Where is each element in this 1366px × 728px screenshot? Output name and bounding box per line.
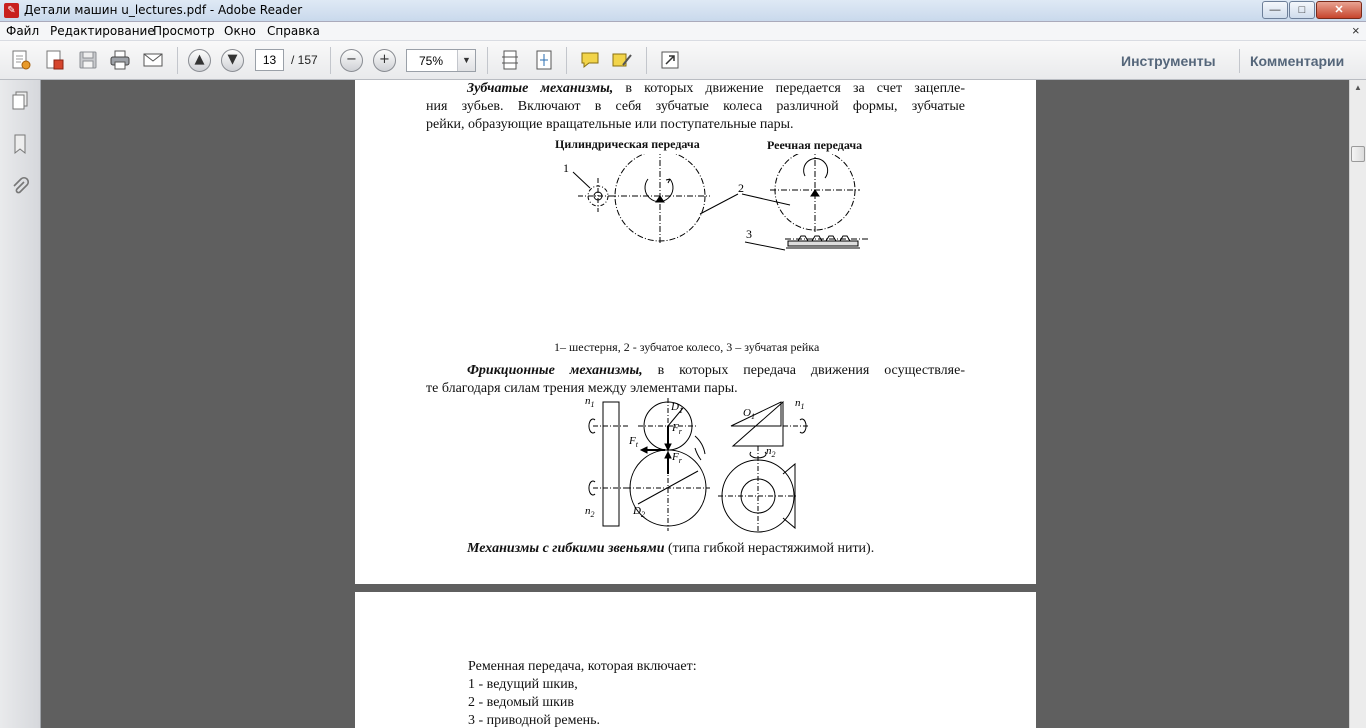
scroll-thumb[interactable] — [1351, 146, 1365, 162]
zoom-out-button[interactable]: − — [340, 49, 363, 72]
menu-edit[interactable]: Редактирование — [50, 24, 155, 38]
close-document-icon[interactable]: × — [1352, 23, 1360, 38]
zoom-select[interactable] — [406, 49, 476, 72]
gear-transmission-diagram — [560, 154, 880, 264]
label-o1: $O_1$ — [743, 407, 755, 421]
chevron-down-icon[interactable]: ▼ — [457, 50, 475, 71]
label-fr-top: $F_r$ — [672, 422, 682, 436]
label-n1: $n_1$ — [585, 396, 595, 409]
navigation-panel — [0, 80, 41, 728]
label-fr-bottom: $F_r$ — [672, 451, 682, 465]
adobe-reader-icon: ✎ — [4, 3, 19, 18]
email-icon[interactable] — [142, 49, 164, 71]
print-icon[interactable] — [109, 49, 131, 71]
attachments-icon[interactable] — [9, 176, 31, 198]
label-n2-right: $n_2$ — [766, 445, 776, 459]
menu-view[interactable]: Просмотр — [153, 24, 215, 38]
minimize-button[interactable]: — — [1262, 1, 1288, 19]
maximize-button[interactable]: □ — [1289, 1, 1315, 19]
label-d2: $D_2$ — [633, 505, 645, 519]
paragraph-gear-line3: рейки, образующие вращательные или поступательные пары. — [426, 117, 794, 132]
pdf-page — [355, 80, 1036, 584]
gear-heading: Зубчатые механизмы, — [467, 81, 614, 96]
paragraph-gear-line2: ния зубьев. Включают в себя зубчатые колеса различной формы, зубчатые — [426, 99, 965, 114]
label-d1: $D_1$ — [671, 401, 683, 415]
document-view[interactable] — [41, 80, 1349, 728]
fig1-label-2: 2 — [738, 181, 744, 195]
friction-mechanism-diagram — [583, 396, 813, 536]
comment-icon[interactable] — [579, 49, 601, 71]
page-thumbnails-icon[interactable] — [9, 90, 31, 112]
fit-page-icon[interactable] — [533, 49, 555, 71]
close-button[interactable]: ✕ — [1316, 1, 1362, 19]
create-document-icon[interactable] — [44, 49, 66, 71]
belt-item-3: 3 - приводной ремень. — [468, 713, 601, 728]
menu-help[interactable]: Справка — [267, 24, 320, 38]
zoom-in-button[interactable]: + — [373, 49, 396, 72]
label-n1-right: $n_1$ — [795, 397, 805, 411]
bookmarks-icon[interactable] — [9, 133, 31, 155]
menu-window[interactable]: Окно — [224, 24, 256, 38]
label-n2: $n_2$ — [585, 505, 595, 519]
previous-page-button[interactable]: ▲ — [188, 49, 211, 72]
belt-item-1: 1 - ведущий шкив, — [468, 677, 578, 692]
save-icon[interactable] — [77, 49, 99, 71]
fig1-label-3: 3 — [746, 227, 752, 241]
paragraph-friction: Фрикционные механизмы, в которых передача движения осуществляе- — [467, 363, 965, 378]
belt-item-2: 2 - ведомый шкив — [468, 695, 575, 710]
belt-intro: Ременная передача, которая включает: — [468, 659, 697, 674]
friction-heading: Фрикционные механизмы, — [467, 363, 643, 378]
menu-file[interactable]: Файл — [6, 24, 40, 38]
fig1-label-1: 1 — [563, 161, 569, 175]
tools-panel-button[interactable]: Инструменты — [1121, 53, 1216, 69]
label-ft: $F_t$ — [629, 435, 638, 449]
pdf-page — [355, 592, 1036, 728]
fig1-title-rack: Реечная передача — [767, 138, 863, 152]
scroll-mode-icon[interactable] — [499, 49, 521, 71]
page-number-input[interactable]: 13 — [255, 49, 284, 71]
flexible-heading: Механизмы с гибкими звеньями — [467, 541, 665, 556]
create-pdf-icon[interactable] — [10, 49, 32, 71]
comments-panel-button[interactable]: Комментарии — [1250, 53, 1345, 69]
toolbar — [0, 41, 1366, 80]
zoom-value: 75% — [419, 54, 444, 68]
paragraph-friction-line2: те благодаря силам трения между элементами пары. — [426, 381, 738, 396]
title-bar — [0, 0, 1366, 22]
fig1-caption: 1– шестерня, 2 - зубчатое колесо, 3 – зубчатая рейка — [554, 340, 820, 354]
paragraph-gear: Зубчатые механизмы, в которых движение передается за счет зацепле- — [467, 81, 965, 96]
page-total: / 157 — [291, 53, 318, 67]
highlight-icon[interactable] — [611, 49, 633, 71]
vertical-scrollbar[interactable] — [1349, 80, 1366, 728]
paragraph-flexible: Механизмы с гибкими звеньями (типа гибкой нерастяжимой нити). — [467, 541, 875, 556]
expand-icon[interactable] — [659, 49, 681, 71]
next-page-button[interactable]: ▼ — [221, 49, 244, 72]
window-title: Детали машин u_lectures.pdf - Adobe Reader — [24, 3, 303, 17]
fig1-title-cylindrical: Цилиндрическая передача — [555, 137, 700, 151]
scroll-up-icon[interactable]: ▲ — [1354, 83, 1362, 92]
menu-bar — [0, 22, 1366, 41]
